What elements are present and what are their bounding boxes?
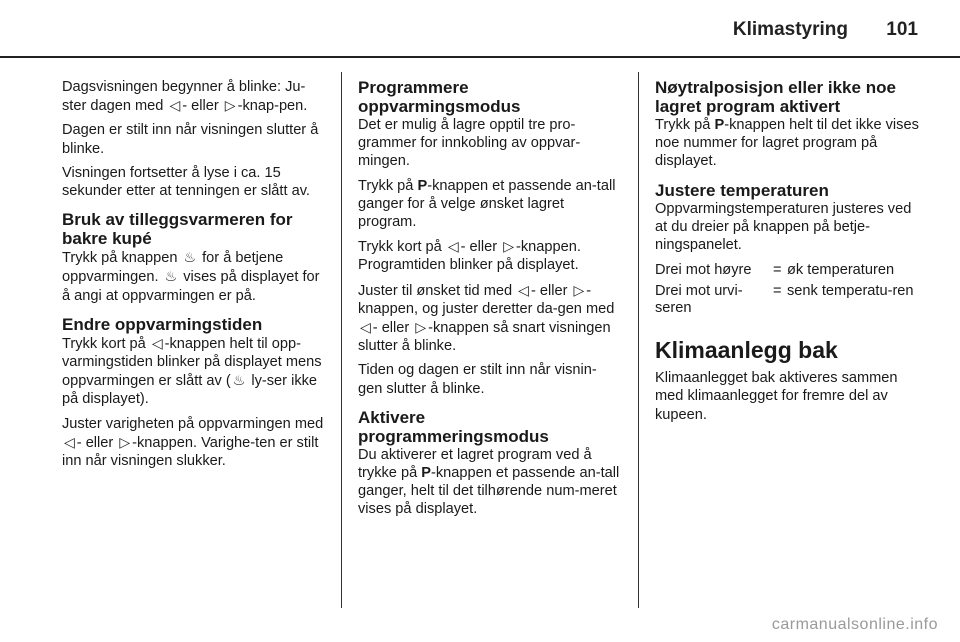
paragraph: Visningen fortsetter å lyse i ca. 15 sekunder etter at tenningen er slått av. <box>62 164 310 200</box>
paragraph: Trykk på P-knappen helt til det ikke vises noe nummer for lagret program på displayet. <box>655 117 919 170</box>
left-arrow-icon: ◁ <box>360 319 371 336</box>
p-key-label: P <box>421 465 431 482</box>
right-arrow-icon: ▷ <box>415 319 427 336</box>
paragraph: Oppvarmingstemperaturen justeres ved at du dreier på knappen på betje-ningspanelet. <box>655 200 912 254</box>
page-number: 101 <box>886 19 918 40</box>
left-arrow-icon: ◁ <box>518 281 529 298</box>
paragraph: Trykk kort på ◁ - eller ▷ -knappen. Programtiden blinker på displayet. <box>358 238 581 274</box>
right-arrow-icon: ▷ <box>503 238 514 255</box>
left-arrow-icon: ◁ <box>151 334 163 351</box>
paragraph: Trykk på P-knappen et passende an-tall ganger for å velge ønsket lagret program. <box>358 177 616 231</box>
right-arrow-icon: ▷ <box>224 97 236 114</box>
paragraph: Dagen er stilt inn når visningen slutter å blinke. <box>62 122 319 157</box>
column-divider-1 <box>341 72 342 608</box>
heater-icon: ♨ <box>183 249 197 266</box>
paragraph: Trykk på knappen ♨ for å betjene oppvarmingen. ♨ vises på displayet for å angi at oppvarmingen er på. <box>62 249 320 304</box>
header-title: Klimastyring <box>732 19 848 40</box>
p-key-label: P <box>714 117 725 133</box>
column-divider-2 <box>638 72 639 608</box>
section-heading: Bruk av tilleggsvarmeren for bakre kupé <box>62 210 293 249</box>
header-rule <box>0 56 960 58</box>
paragraph: Tiden og dagen er stilt inn når visnin-gen slutter å blinke. <box>358 362 597 397</box>
paragraph: Trykk kort på ◁ -knappen helt til opp-varmingstiden blinker på displayet mens oppvarmingen er slått av ( ♨ ly-ser ikke på displayet). <box>62 334 322 408</box>
table-row <box>655 283 914 321</box>
paragraph: Juster til ønsket tid med ◁ - eller ▷ -knappen, og juster deretter da-gen med ◁ - eller ▷ -knappen så snart visningen slutter å blinke. <box>358 281 615 355</box>
section-heading: Programmere oppvarmingsmodus <box>358 78 521 116</box>
right-arrow-icon: ▷ <box>573 281 585 298</box>
section-heading: Aktivere programmeringsmodus <box>358 407 549 446</box>
table-cell: = <box>773 262 782 279</box>
paragraph: Det er mulig å lagre opptil tre pro-grammer for innkobling av oppvar-mingen. <box>358 117 581 170</box>
table-cell: = <box>773 283 782 300</box>
table-cell: Drei mot urvi-seren <box>655 283 743 317</box>
section-heading: Nøytralposisjon eller ikke noe lagret program aktivert <box>655 78 896 116</box>
column-1 <box>62 78 324 476</box>
left-arrow-icon: ◁ <box>447 238 459 255</box>
chapter-heading: Klimaanlegg bak <box>655 337 838 364</box>
paragraph: Juster varigheten på oppvarmingen med ◁ - eller ▷ -knappen. Varighe-ten er stilt inn når visningen slukker. <box>62 415 324 470</box>
column-2 <box>358 78 620 525</box>
temperature-table <box>655 262 914 321</box>
left-arrow-icon: ◁ <box>169 97 181 114</box>
left-arrow-icon: ◁ <box>64 433 75 450</box>
watermark: carmanualsonline.info <box>771 616 938 633</box>
paragraph: Dagsvisningen begynner å blinke: Ju-ster dagen med ◁ - eller ▷ -knap-pen. <box>62 79 308 115</box>
right-arrow-icon: ▷ <box>119 433 131 450</box>
heater-icon: ♨ <box>164 268 178 285</box>
table-cell: senk temperatu-ren <box>787 283 914 300</box>
p-key-label: P <box>417 177 428 194</box>
page-header <box>0 0 960 48</box>
section-heading: Justere temperaturen <box>655 180 829 200</box>
paragraph: Du aktiverer et lagret program ved å trykke på P-knappen et passende an-tall ganger, helt til det tilhørende num-meret vises på displayet. <box>358 446 620 518</box>
table-row <box>655 262 914 283</box>
heater-icon: ♨ <box>232 372 246 389</box>
table-cell: Drei mot høyre <box>655 262 752 279</box>
table-cell: øk temperaturen <box>787 262 895 279</box>
column-3 <box>655 78 920 430</box>
paragraph: Klimaanlegget bak aktiveres sammen med klimaanlegget for fremre del av kupeen. <box>655 370 898 423</box>
section-heading: Endre oppvarmingstiden <box>62 314 263 334</box>
